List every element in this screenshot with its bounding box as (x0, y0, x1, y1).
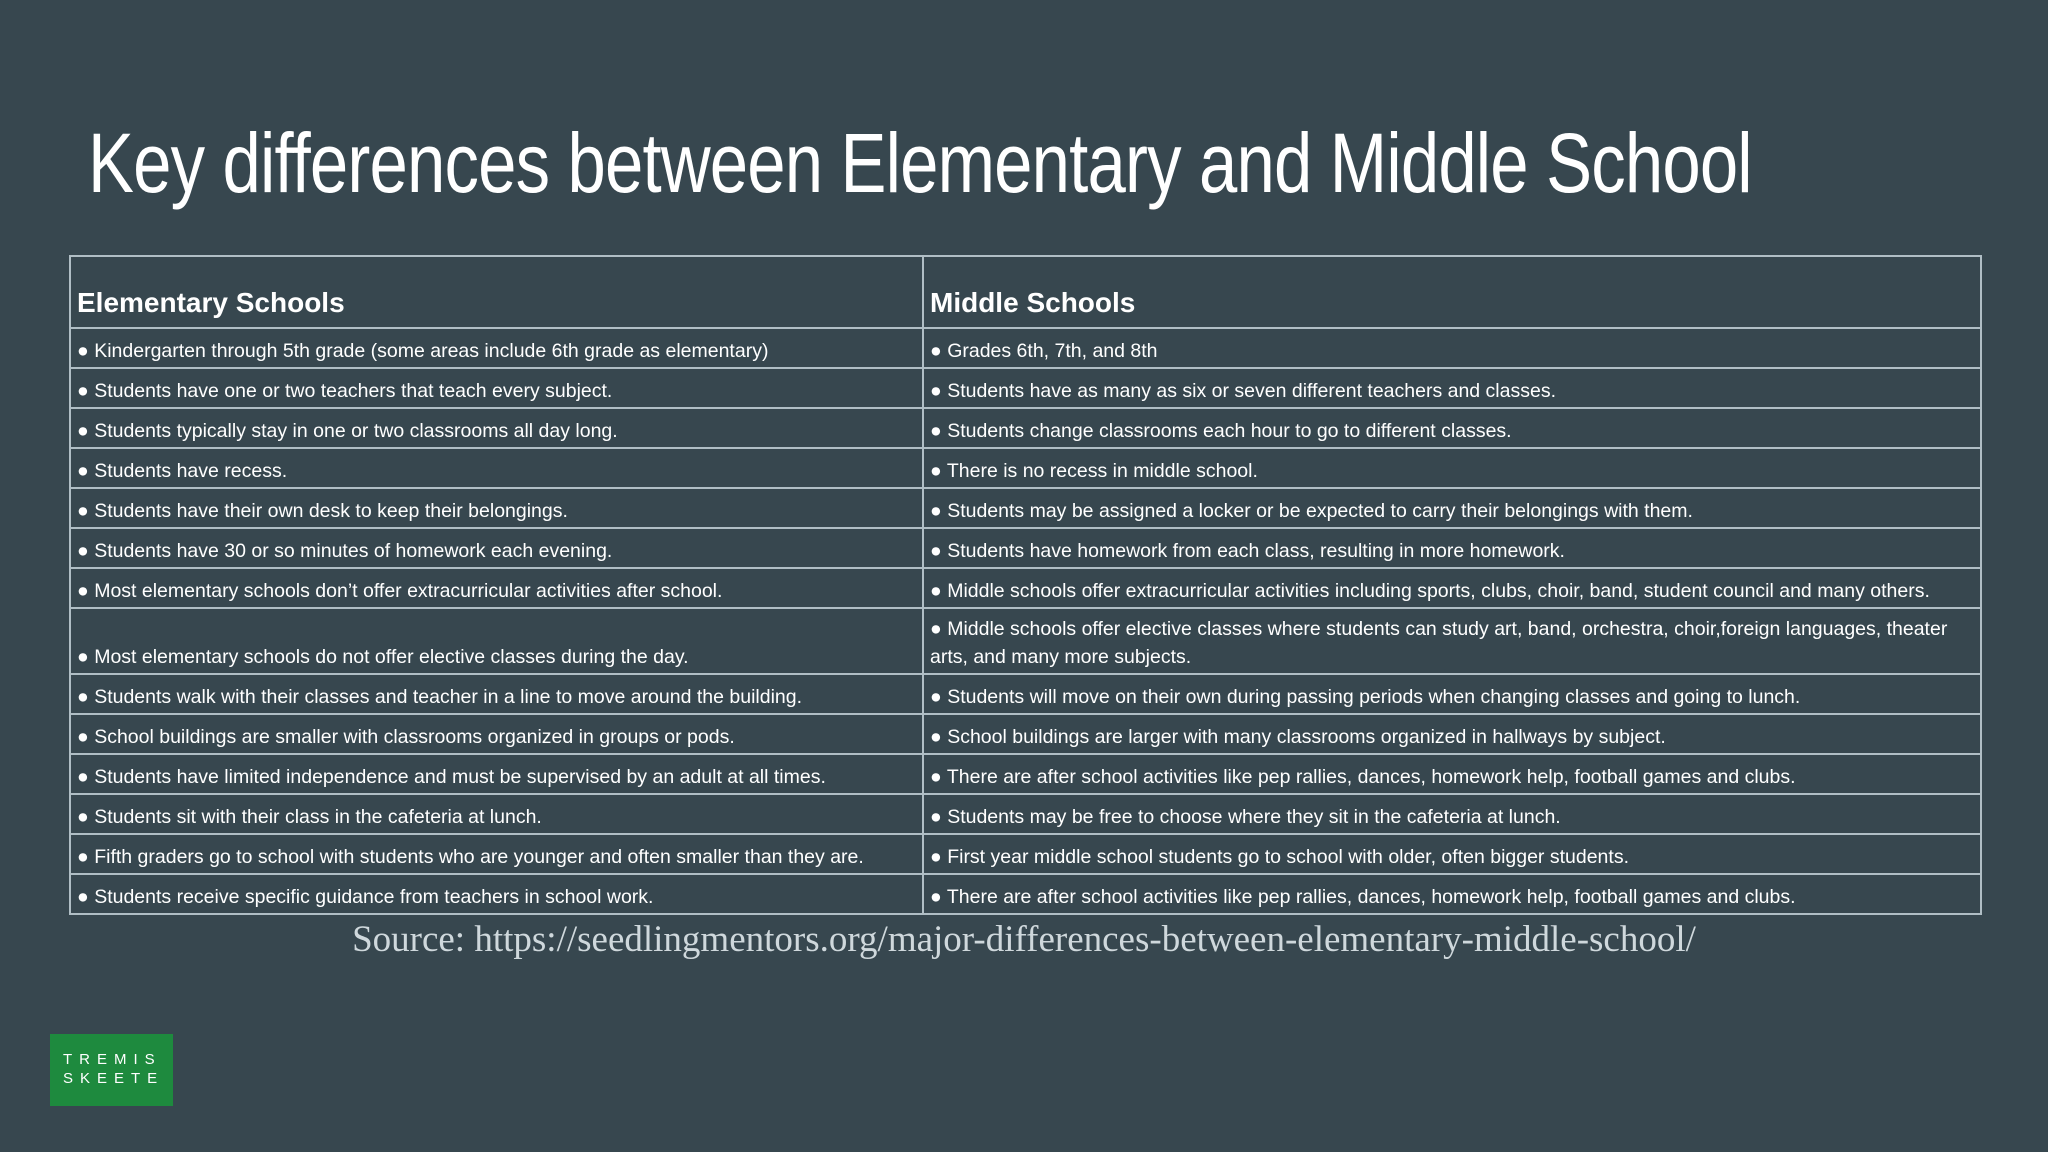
elementary-cell: ● Most elementary schools do not offer elective classes during the day. (70, 608, 923, 674)
middle-cell: ● School buildings are larger with many classrooms organized in hallways by subject. (923, 714, 1981, 754)
elementary-cell: ● Students have their own desk to keep their belongings. (70, 488, 923, 528)
middle-cell: ● Students may be free to choose where they sit in the cafeteria at lunch. (923, 794, 1981, 834)
logo-line-1: TREMIS (63, 1051, 162, 1068)
header-elementary: Elementary Schools (70, 256, 923, 328)
elementary-cell: ● Fifth graders go to school with students who are younger and often smaller than they are. (70, 834, 923, 874)
elementary-cell: ● Students sit with their class in the cafeteria at lunch. (70, 794, 923, 834)
elementary-cell: ● Students receive specific guidance from teachers in school work. (70, 874, 923, 914)
table-row (70, 488, 1981, 528)
table-row (70, 754, 1981, 794)
middle-cell: ● There are after school activities like pep rallies, dances, homework help, football games and clubs. (923, 754, 1981, 794)
middle-cell: ● Students change classrooms each hour to go to different classes. (923, 408, 1981, 448)
middle-cell: ● Students will move on their own during passing periods when changing classes and going to lunch. (923, 674, 1981, 714)
elementary-cell: ● Students have 30 or so minutes of homework each evening. (70, 528, 923, 568)
elementary-cell: ● Students walk with their classes and teacher in a line to move around the building. (70, 674, 923, 714)
source-citation: Source: https://seedlingmentors.org/major-differences-between-elementary-middle-school/ (352, 919, 1696, 960)
table-row (70, 834, 1981, 874)
table-row (70, 328, 1981, 368)
elementary-cell: ● School buildings are smaller with classrooms organized in groups or pods. (70, 714, 923, 754)
table-row (70, 408, 1981, 448)
table-row (70, 608, 1981, 674)
middle-cell: ● There is no recess in middle school. (923, 448, 1981, 488)
middle-cell: ● Students may be assigned a locker or be expected to carry their belongings with them. (923, 488, 1981, 528)
table-row (70, 794, 1981, 834)
logo-line-2: SKEETE (63, 1070, 165, 1087)
header-middle: Middle Schools (923, 256, 1981, 328)
table-row (70, 674, 1981, 714)
elementary-cell: ● Kindergarten through 5th grade (some areas include 6th grade as elementary) (70, 328, 923, 368)
table-header-row (70, 256, 1981, 328)
comparison-table (69, 255, 1982, 915)
elementary-cell: ● Students typically stay in one or two classrooms all day long. (70, 408, 923, 448)
tremis-skeete-logo (50, 1034, 173, 1106)
middle-cell: ● Students have homework from each class, resulting in more homework. (923, 528, 1981, 568)
middle-cell: ● Grades 6th, 7th, and 8th (923, 328, 1981, 368)
elementary-cell: ● Most elementary schools don’t offer extracurricular activities after school. (70, 568, 923, 608)
elementary-cell: ● Students have one or two teachers that teach every subject. (70, 368, 923, 408)
middle-cell: ● Students have as many as six or seven different teachers and classes. (923, 368, 1981, 408)
elementary-cell: ● Students have limited independence and must be supervised by an adult at all times. (70, 754, 923, 794)
middle-cell: ● Middle schools offer elective classes where students can study art, band, orchestra, choir,foreign languages, theater arts, and many more subjects. (923, 608, 1981, 674)
middle-cell: ● Middle schools offer extracurricular activities including sports, clubs, choir, band, student council and many others. (923, 568, 1981, 608)
middle-cell: ● First year middle school students go to school with older, often bigger students. (923, 834, 1981, 874)
table-row (70, 714, 1981, 754)
table-row (70, 448, 1981, 488)
table-row (70, 368, 1981, 408)
table-row (70, 874, 1981, 914)
elementary-cell: ● Students have recess. (70, 448, 923, 488)
slide-title: Key differences between Elementary and Middle School (88, 116, 1752, 210)
table-row (70, 528, 1981, 568)
table-row (70, 568, 1981, 608)
middle-cell: ● There are after school activities like pep rallies, dances, homework help, football games and clubs. (923, 874, 1981, 914)
